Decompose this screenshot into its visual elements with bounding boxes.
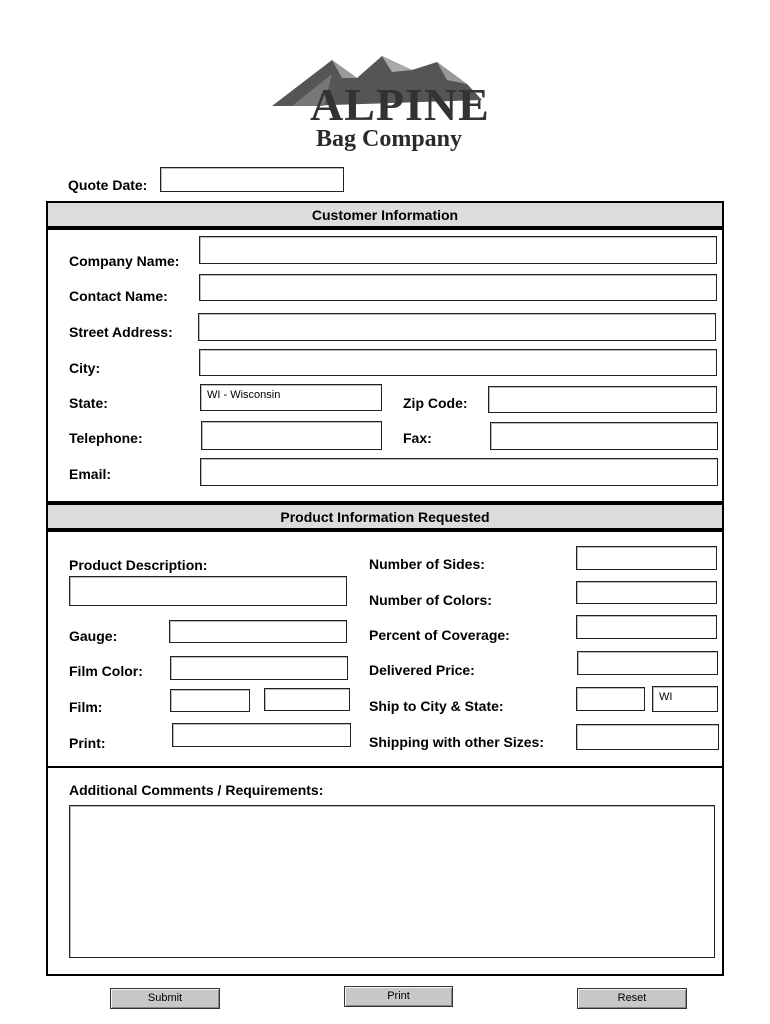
quote-date-label: Quote Date: [68,177,148,193]
comments-label: Additional Comments / Requirements: [69,782,324,798]
product-description-field[interactable] [69,576,347,606]
street-address-label: Street Address: [69,324,173,340]
fax-label: Fax: [403,430,432,446]
film-field-2[interactable] [264,688,350,711]
number-of-colors-field[interactable] [576,581,717,604]
quote-date-field[interactable] [160,167,344,192]
gauge-field[interactable] [169,620,347,643]
print-field[interactable] [172,723,351,747]
state-label: State: [69,395,108,411]
film-color-field[interactable] [170,656,348,680]
city-field[interactable] [199,349,717,376]
email-label: Email: [69,466,112,482]
gauge-label: Gauge: [69,628,118,644]
product-info-header: Product Information Requested [46,503,724,531]
submit-button[interactable]: Submit [110,988,220,1009]
percent-coverage-field[interactable] [576,615,717,639]
contact-name-field[interactable] [199,274,717,301]
zip-code-field[interactable] [488,386,717,413]
percent-coverage-label: Percent of Coverage: [369,627,510,643]
zip-code-label: Zip Code: [403,395,468,411]
company-name-field[interactable] [199,236,717,264]
film-field-1[interactable] [170,689,250,712]
ship-to-label: Ship to City & State: [369,698,504,714]
print-label: Print: [69,735,106,751]
film-label: Film: [69,699,103,715]
shipping-other-sizes-label: Shipping with other Sizes: [369,734,544,750]
state-field[interactable]: WI - Wisconsin [200,384,382,411]
shipping-other-sizes-field[interactable] [576,724,719,750]
delivered-price-field[interactable] [577,651,718,675]
reset-button[interactable]: Reset [577,988,687,1009]
street-address-field[interactable] [198,313,716,341]
delivered-price-label: Delivered Price: [369,662,475,678]
city-label: City: [69,360,101,376]
company-logo [262,48,512,160]
ship-state-field[interactable]: WI [652,686,718,712]
contact-name-label: Contact Name: [69,288,168,304]
number-of-colors-label: Number of Colors: [369,592,492,608]
company-name-label: Company Name: [69,253,180,269]
email-field[interactable] [200,458,718,486]
product-description-label: Product Description: [69,557,208,573]
telephone-field[interactable] [201,421,382,450]
customer-info-header: Customer Information [46,201,724,229]
telephone-label: Telephone: [69,430,143,446]
comments-textarea[interactable] [69,805,715,958]
logo-title: ALPINE [310,79,490,130]
fax-field[interactable] [490,422,718,450]
film-color-label: Film Color: [69,663,143,679]
print-button[interactable]: Print [344,986,453,1007]
ship-city-field[interactable] [576,687,645,711]
logo-subtitle: Bag Company [316,126,463,152]
number-of-sides-label: Number of Sides: [369,556,485,572]
number-of-sides-field[interactable] [576,546,717,570]
